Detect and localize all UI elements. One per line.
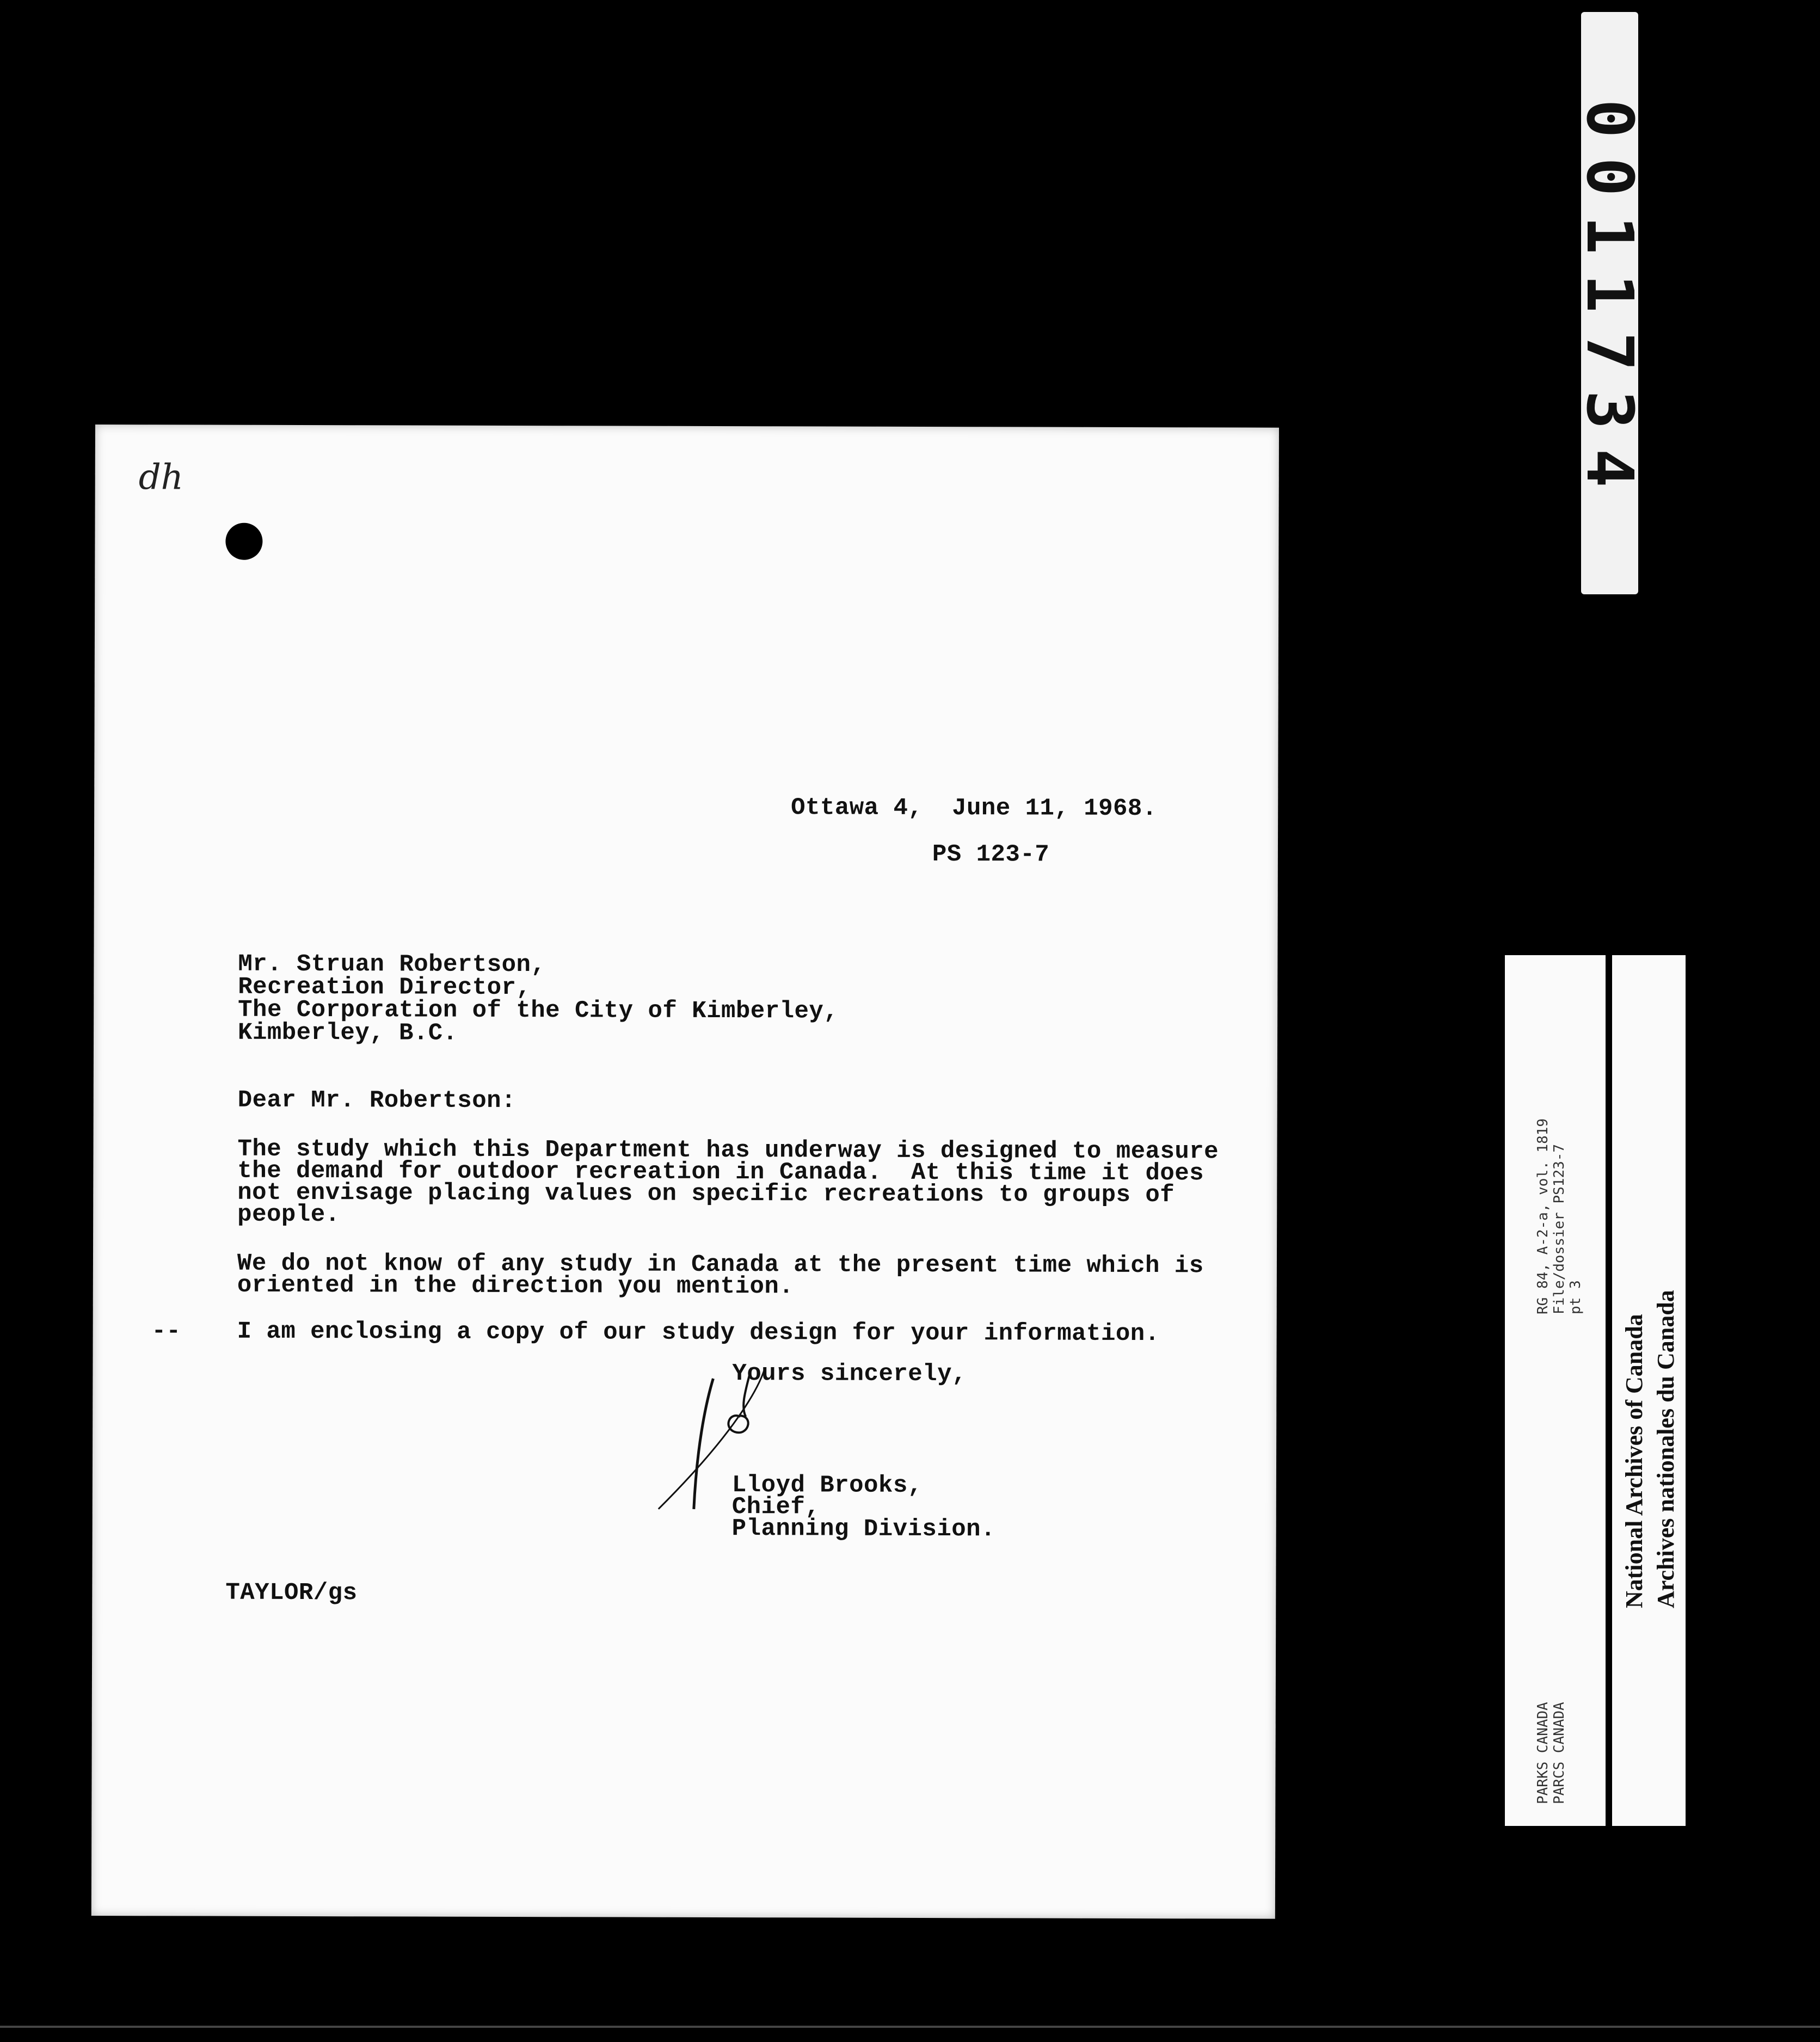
frame-number-strip (1572, 12, 1647, 594)
institution-line: Archives nationales du Canada (1652, 1290, 1679, 1608)
addressee-line: The Corporation of the City of Kimberley, (238, 996, 839, 1025)
archive-reference-label (1505, 955, 1606, 1826)
frame-edge (0, 2026, 1820, 2028)
punch-hole (225, 523, 262, 560)
paragraph-line: We do not know of any study in Canada at the present time which is (237, 1250, 1204, 1280)
frame-number: 0011734 (1572, 99, 1647, 507)
margin-annotation: dh (138, 457, 184, 498)
margin-dash: -- (151, 1318, 181, 1345)
agency-line: PARCS CANADA (1551, 1702, 1567, 1804)
closing: Yours sincerely, (732, 1360, 967, 1388)
paragraph-line: The study which this Department has underway is designed to measure (237, 1135, 1219, 1166)
institution-line: National Archives of Canada (1621, 1314, 1647, 1608)
paragraph-line: the demand for outdoor recreation in Canada. At this time it does (237, 1157, 1204, 1188)
signatory-line: Planning Division. (731, 1515, 996, 1543)
paragraph-line: people. (237, 1201, 340, 1229)
signatory-line: Chief, (731, 1493, 820, 1521)
reference-line: pt 3 (1567, 1280, 1584, 1314)
file-reference: PS 123-7 (932, 841, 1050, 869)
paragraph-line: not envisage placing values on specific recreations to groups of (237, 1179, 1175, 1209)
reference-line: RG 84, A-2-a, vol. 1819 (1535, 1118, 1551, 1314)
typist-initials: TAYLOR/gs (225, 1579, 358, 1607)
paragraph-3: I am enclosing a copy of our study design for your information. (237, 1318, 1160, 1348)
agency-line: PARKS CANADA (1535, 1702, 1551, 1804)
addressee-line: Mr. Struan Robertson, (238, 950, 546, 979)
letter-page (91, 425, 1279, 1919)
paragraph-line: oriented in the direction you mention. (237, 1271, 794, 1301)
place-date: Ottawa 4, June 11, 1968. (791, 794, 1157, 823)
reference-line: File/dossier PS123-7 (1551, 1143, 1567, 1314)
addressee-line: Kimberley, B.C. (238, 1019, 458, 1047)
archive-institution-label (1612, 955, 1686, 1826)
addressee-line: Recreation Director, (238, 973, 531, 1002)
salutation: Dear Mr. Robertson: (237, 1086, 517, 1115)
signatory-line: Lloyd Brooks, (731, 1472, 923, 1499)
